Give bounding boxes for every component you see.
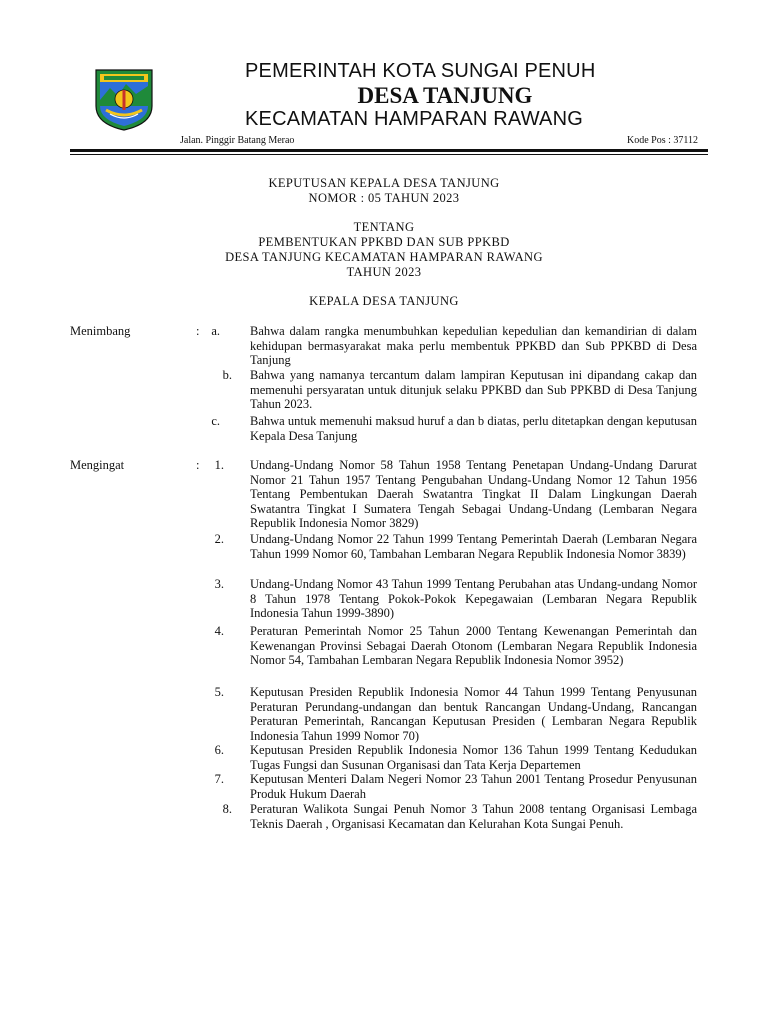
letterhead: [0, 0, 768, 160]
item-text: Undang-Undang Nomor 43 Tahun 1999 Tentang Perubahan atas Undang-undang Nomor 8 Tahun 1978 Tentang Pokok-Pokok Kepegawaian (Lembaran Negara Republik Indonesia Tahun 1999-3890): [250, 577, 697, 621]
item-marker: 2.: [214, 532, 224, 546]
item-text: Bahwa yang namanya tercantum dalam lampiran Keputusan ini dipandang cakap dan memenuhi persyaratan untuk ditunjuk selaku PPKBD dan Sub PPKBD di Desa Tanjung Tahun 2023.: [250, 368, 697, 412]
item-marker: 4.: [214, 624, 224, 638]
item-marker: 1.: [214, 458, 224, 472]
item-marker: 5.: [214, 685, 224, 699]
letterhead-village-name: DESA TANJUNG: [357, 83, 533, 108]
menimbang-label: Menimbang: [70, 324, 131, 338]
decree-subject-line2: DESA TANJUNG KECAMATAN HAMPARAN RAWANG: [225, 250, 543, 264]
item-text: Keputusan Menteri Dalam Negeri Nomor 23 Tahun 2001 Tentang Prosedur Penyusunan Produk Hukum Daerah: [250, 772, 697, 801]
item-text: Bahwa dalam rangka menumbuhkan kepedulian kepedulian dan kemandirian di dalam kehidupan bermasyarakat maka perlu membentuk PPKBD dan Sub PPKBD di Desa Tanjung: [250, 324, 697, 368]
item-marker: a.: [211, 324, 220, 338]
letterhead-address: Jalan. Pinggir Batang Merao: [180, 135, 295, 146]
decree-title: KEPUTUSAN KEPALA DESA TANJUNG: [268, 176, 500, 190]
item-marker: b.: [222, 368, 232, 382]
decree-tentang: TENTANG: [353, 220, 415, 234]
menimbang-colon: :: [196, 324, 200, 338]
item-marker: 6.: [214, 743, 224, 757]
city-emblem-logo: [92, 66, 156, 132]
item-marker: c.: [211, 414, 220, 428]
item-text: Bahwa untuk memenuhi maksud huruf a dan b diatas, perlu ditetapkan dengan keputusan Kepala Desa Tanjung: [250, 414, 697, 443]
decree-official: KEPALA DESA TANJUNG: [309, 294, 459, 308]
item-text: Undang-Undang Nomor 58 Tahun 1958 Tentang Penetapan Undang-Undang Darurat Nomor 21 Tahun 1957 Tentang Pengubahan Undang-Undang Nomor 12 Tahun 1956 Tentang Pembentukan Daerah Swatantra Tingkat II Dalam Lingkungan Daerah Swatantra Tingkat I Sumatera Tengah Sebagai Undang-Undang (Lembaran Negara Republik Indonesia Nomor 3829): [250, 458, 697, 531]
letterhead-rule-thin: [70, 154, 708, 155]
item-marker: 3.: [214, 577, 224, 591]
letterhead-government-name: PEMERINTAH KOTA SUNGAI PENUH: [245, 60, 596, 82]
decree-subject-line3: TAHUN 2023: [346, 265, 422, 279]
item-text: Undang-Undang Nomor 22 Tahun 1999 Tentang Pemerintah Daerah (Lembaran Negara Tahun 1999 Nomor 60, Tambahan Lembaran Negara Republik Indonesia Nomor 3839): [250, 532, 697, 561]
decree-subject-line1: PEMBENTUKAN PPKBD DAN SUB PPKBD: [258, 235, 510, 249]
item-text: Peraturan Walikota Sungai Penuh Nomor 3 Tahun 2008 tentang Organisasi Lembaga Teknis Daerah , Organisasi Kecamatan dan Kelurahan Kota Sungai Penuh.: [250, 802, 697, 831]
mengingat-label: Mengingat: [70, 458, 125, 472]
item-text: Keputusan Presiden Republik Indonesia Nomor 136 Tahun 1999 Tentang Kedudukan Tugas Fungsi dan Susunan Organisasi dan Tata Kerja Departemen: [250, 743, 697, 772]
letterhead-postal-code: Kode Pos : 37112: [626, 135, 698, 146]
letterhead-rule-thick: [70, 149, 708, 152]
item-text: Peraturan Pemerintah Nomor 25 Tahun 2000 Tentang Kewenangan Pemerintah dan Kewenangan Provinsi Sebagai Daerah Otonom (Lembaran Negara Republik Indonesia Nomor 54, Tambahan Lembaran Negara Republik Indonesia Nomor 3952): [250, 624, 697, 668]
item-marker: 7.: [214, 772, 224, 786]
item-text: Keputusan Presiden Republik Indonesia Nomor 44 Tahun 1999 Tentang Penyusunan Peraturan Perundang-undangan dan bentuk Rancangan Undang-Undang, Rancangan Peraturan Pemerintah, Rancangan Keputusan Presiden ( Lembaran Negara Republik Indonesia Tahun 1999 Nomor 70): [250, 685, 697, 743]
item-marker: 8.: [222, 802, 232, 816]
mengingat-colon: :: [196, 458, 200, 472]
letterhead-district-name: KECAMATAN HAMPARAN RAWANG: [245, 108, 583, 130]
decree-number: NOMOR : 05 TAHUN 2023: [308, 191, 460, 205]
